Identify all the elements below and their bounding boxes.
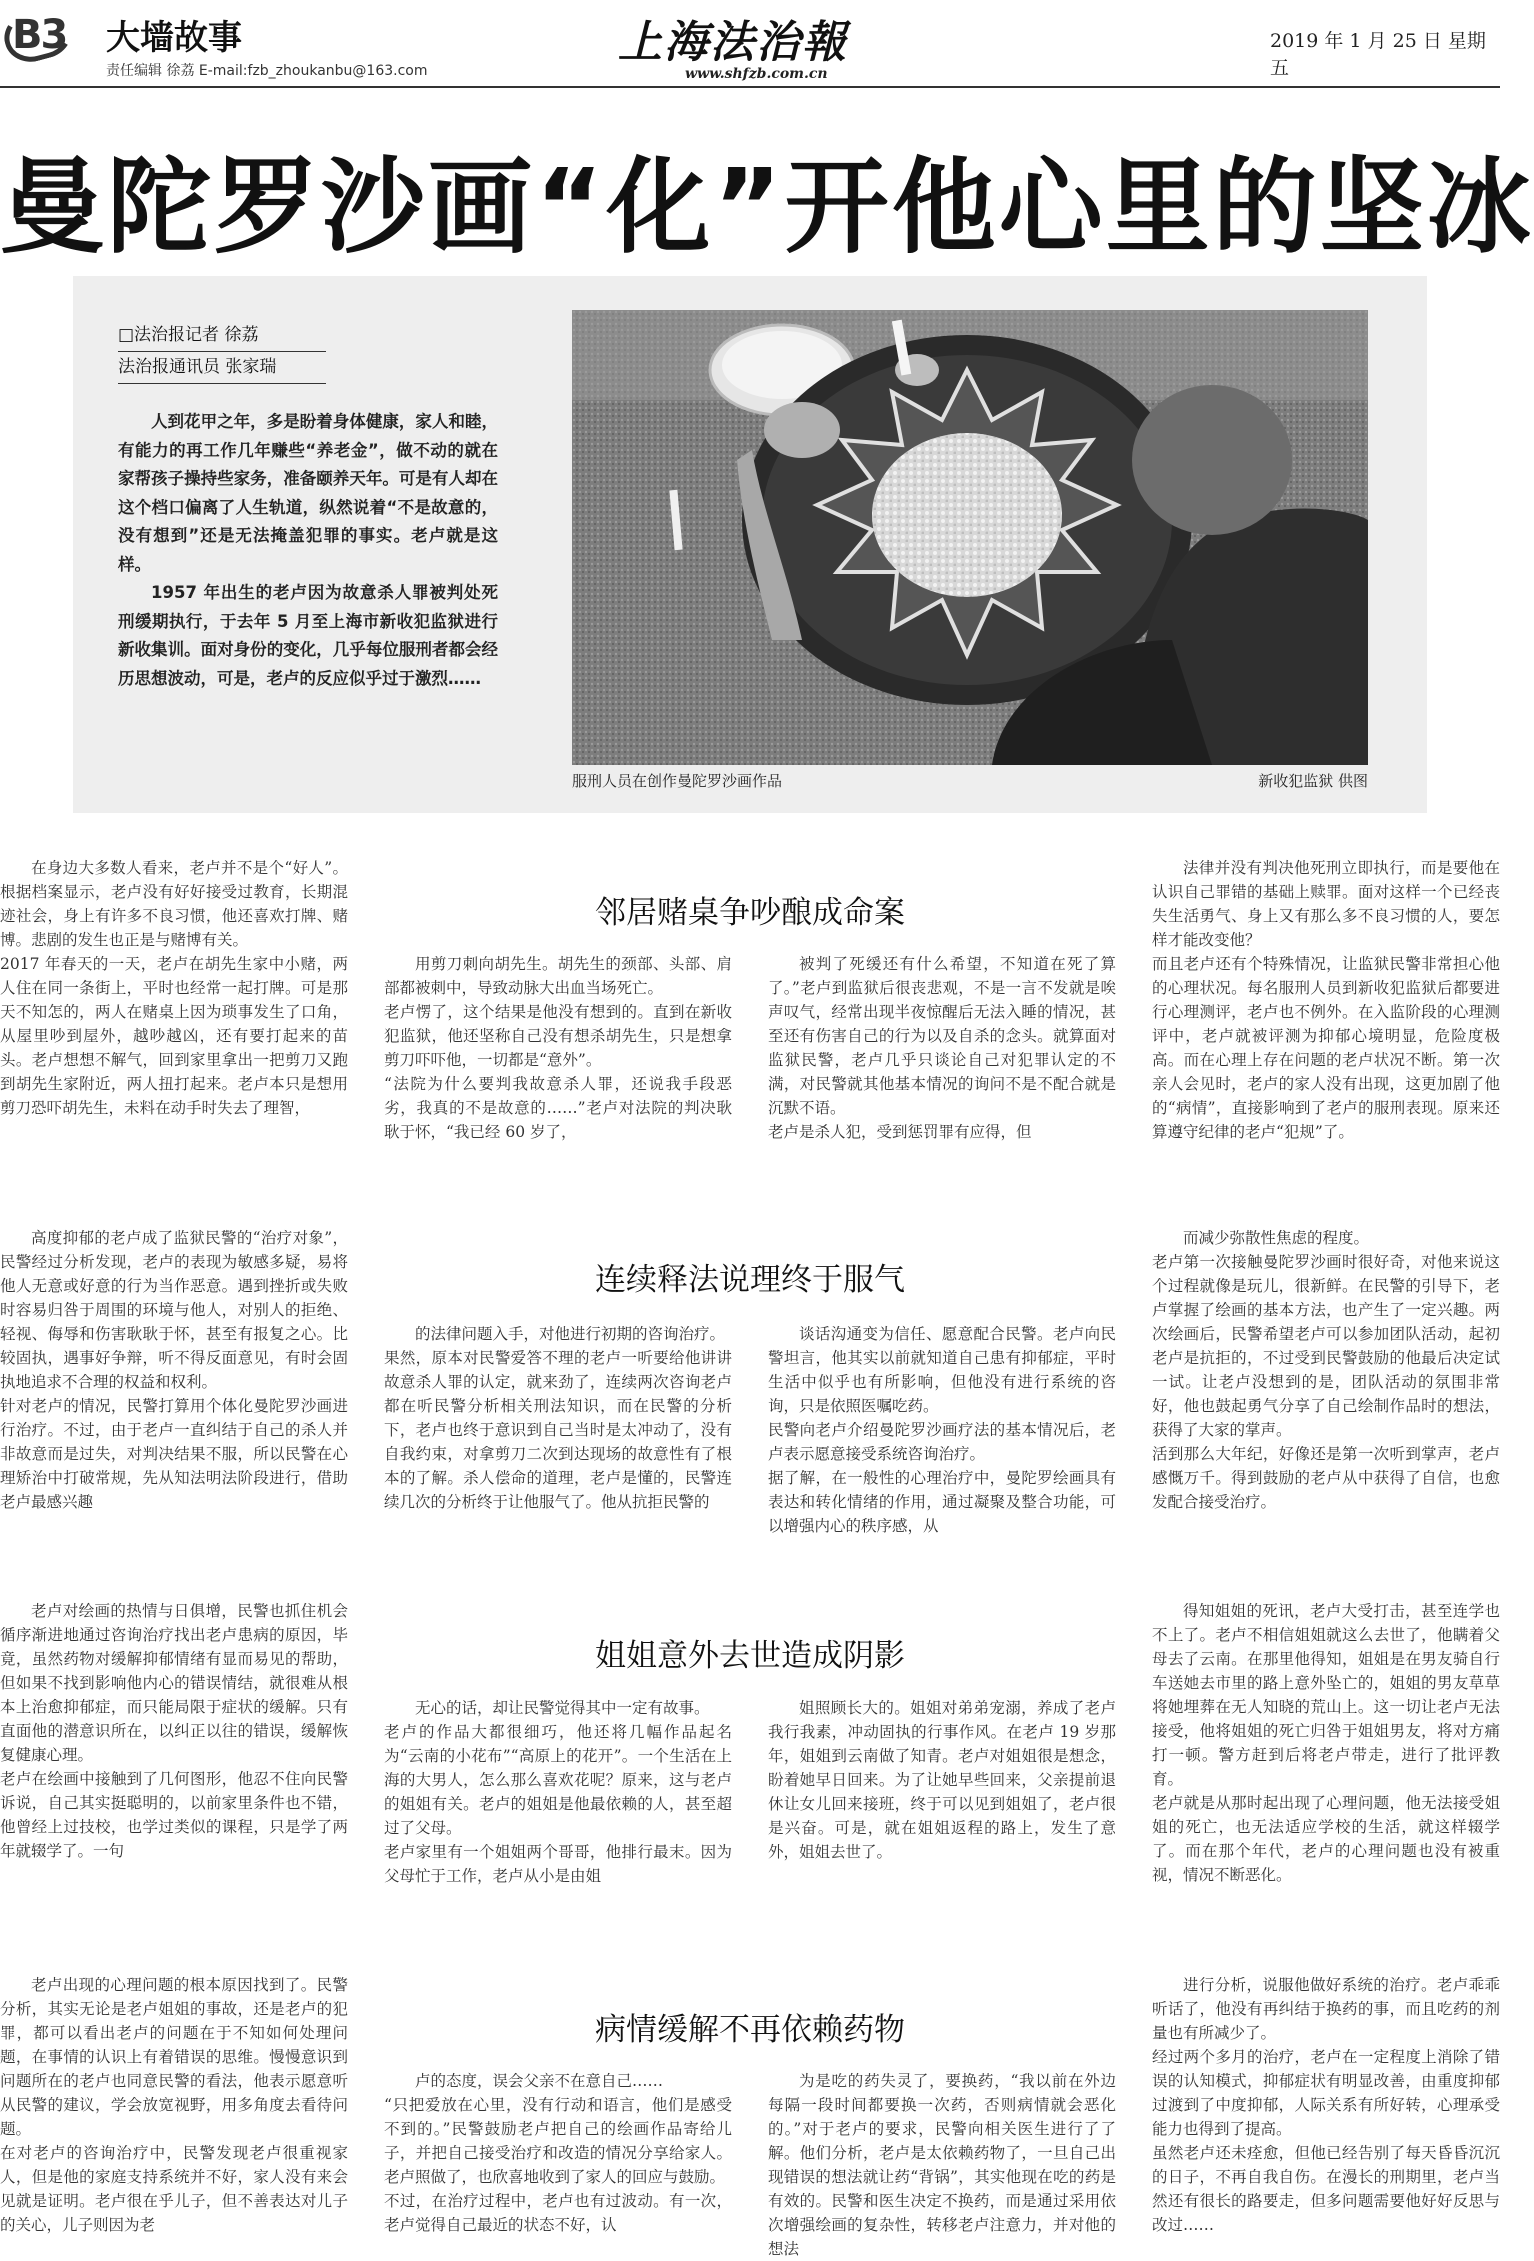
section-1-col-4-text: 法律并没有判决他死刑立即执行，而是要他在认识自己罪错的基础上赎罪。面对这样一个已经丧失生活勇气、身上又有那么多不良习惯的人，要怎样才能改变他？ 而且老卢还有个特殊情况，让监狱民警非常担心他的心理状况。每名服刑人员到新收犯监狱后都要进行心理测评，老卢也不例外。在入监阶段的心理测评中，老卢就被评测为抑郁心境明显，危险度极高。而在心理上存在问题的老卢状况不断。第一次亲人会见时，老卢的家人没有出现，这更加剧了他的“病情”，直接影响到了老卢的服刑表现。原来还算遵守纪律的老卢“犯规”了。 <box>1152 859 1500 1141</box>
section-3-col-3 <box>768 1696 1116 1940</box>
website-url[interactable]: www.shfzb.com.cn <box>685 66 828 82</box>
section-3-title: 姐姐意外去世造成阴影 <box>595 1638 905 1674</box>
editor-line: 责任编辑 徐荔 E-mail:fzb_zhoukanbu@163.com <box>106 63 428 79</box>
section-4-col-3-text: 为是吃的药失灵了，要换药，“我以前在外边每隔一段时间都要换一次药，否则病情就会恶化的。”对于老卢的要求，民警向相关医生进行了了解。他们分析，老卢是太依赖药物了，一旦自己出现错误的想法就让药“背锅”，其实他现在吃的药是有效的。民警和医生决定不换药，而是通过采用依次增强绘画的复杂性，转移老卢注意力，并对他的想法 <box>768 2072 1116 2258</box>
intro-paragraph-1: 人到花甲之年，多是盼着身体健康，家人和睦，有能力的再工作几年赚些“养老金”，做不动的就在家帮孩子操持些家务，准备颐养天年。可是有人却在这个档口偏离了人生轨道，纵然说着“不是故意的，没有想到”还是无法掩盖犯罪的事实。老卢就是这样。 <box>118 412 498 574</box>
page-badge <box>4 10 72 60</box>
section-2-col-2 <box>384 1322 732 1566</box>
section-4-col-4 <box>1152 1973 1500 2234</box>
section-1-col-2-text: 用剪刀刺向胡先生。胡先生的颈部、头部、肩部都被刺中，导致动脉大出血当场死亡。 老卢愣了，这个结果是他没有想到的。直到在新收犯监狱，他还坚称自己没有想杀胡先生，只是想拿剪刀吓吓他，一切都是“意外”。 “法院为什么要判我故意杀人罪，还说我手段恶劣，我真的不是故意的……”老卢对法院的判决耿耿于怀，“我已经 60 岁了， <box>384 955 732 1141</box>
section-1-col-1-text: 在身边大多数人看来，老卢并不是个“好人”。根据档案显示，老卢没有好好接受过教育，长期混迹社会，身上有许多不良习惯，他还喜欢打牌、赌博。悲剧的发生也正是与赌博有关。 2017 年春天的一天，老卢在胡先生家中小赌，两人住在同一条街上，平时也经常一起打牌。可是那天不知怎的，两人在赌桌上因为琐事发生了口角，从屋里吵到屋外，越吵越凶，还有要打起来的苗头。老卢想想不解气，回到家里拿出一把剪刀又跑到胡先生家附近，两人扭打起来。老卢本只是想用剪刀恐吓胡先生，未料在动手时失去了理智， <box>0 859 348 1117</box>
section-1-col-3-text: 被判了死缓还有什么希望，不知道在死了算了。”老卢到监狱后很丧悲观，不是一言不发就是唉声叹气，经常出现半夜惊醒后无法入睡的情况，甚至还有伤害自己的行为以及自杀的念头。就算面对监狱民警，老卢几乎只谈论自己对犯罪认定的不满，对民警就其他基本情况的询问不是不配合就是沉默不语。 老卢是杀人犯，受到惩罚罪有应得，但 <box>768 955 1116 1141</box>
byline <box>118 320 326 384</box>
section-4-col-2-text: 卢的态度，误会父亲不在意自己…… “只把爱放在心里，没有行动和语言，他们是感受不到的。”民警鼓励老卢把自己的绘画作品寄给儿子，并把自己接受治疗和改造的情况分享给家人。老卢照做了，也欣喜地收到了家人的回应与鼓励。 不过，在治疗过程中，老卢也有过波动。有一次，老卢觉得自己最近的状态不好，认 <box>384 2072 732 2234</box>
section-4-col-4-text: 进行分析，说服他做好系统的治疗。老卢乖乖听话了，他没有再纠结于换药的事，而且吃药的剂量也有所减少了。 经过两个多月的治疗，老卢在一定程度上消除了错误的认知模式，抑郁症状有明显改善，由重度抑郁过渡到了中度抑郁，人际关系有所好转，心理承受能力也得到了提高。 虽然老卢还未痊愈，但他已经告别了每天昏昏沉沉的日子，不再自我自伤。在漫长的刑期里，老卢当然还有很长的路要走，但多问题需要他好好反思与改过…… <box>1152 1976 1500 2234</box>
photo-caption: 服刑人员在创作曼陀罗沙画作品 <box>572 772 783 790</box>
section-2-col-4-text: 而减少弥散性焦虑的程度。 老卢第一次接触曼陀罗沙画时很好奇，对他来说这个过程就像是玩儿，很新鲜。在民警的引导下，老卢掌握了绘画的基本方法，也产生了一定兴趣。两次绘画后，民警希望老卢可以参加团队活动，起初老卢是抗拒的，不过受到民警鼓励的他最后决定试一试。让老卢没想到的是，团队活动的氛围非常好，他也鼓起勇气分享了自己绘制作品时的想法，获得了大家的掌声。 活到那么大年纪，好像还是第一次听到掌声，老卢感慨万千。得到鼓励的老卢从中获得了自信，也愈发配合接受治疗。 <box>1152 1229 1500 1511</box>
article-photo <box>572 310 1368 765</box>
section-3-col-3-text: 姐照顾长大的。姐姐对弟弟宠溺，养成了老卢我行我素，冲动固执的行事作风。在老卢 19 岁那年，姐姐到云南做了知青。老卢对姐姐很是想念，盼着她早日回来。为了让她早些回来，父亲提前退休让女儿回来接班，终于可以见到姐姐了，老卢很是兴奋。可是，就在姐姐返程的路上，发生了意外，姐姐去世了。 <box>768 1699 1116 1861</box>
section-3-col-1-text: 老卢对绘画的热情与日俱增，民警也抓住机会循序渐进地通过咨询治疗找出老卢患病的原因，毕竟，虽然药物对缓解抑郁情绪有显而易见的帮助，但如果不找到影响他内心的错误情结，就很难从根本上治愈抑郁症，而只能局限于症状的缓解。只有直面他的潜意识所在，以纠正以往的错误，缓解恢复健康心理。 老卢在绘画中接触到了几何图形，他忍不住向民警诉说，自己其实挺聪明的，以前家里条件也不错，他曾经上过技校，也学过类似的课程，只是学了两年就辍学了。一句 <box>0 1602 348 1860</box>
section-2-col-3-text: 谈话沟通变为信任、愿意配合民警。老卢向民警坦言，他其实以前就知道自己患有抑郁症，平时生活中似乎也有所影响，但他没有进行系统的咨询，只是依照医嘱吃药。 民警向老卢介绍曼陀罗沙画疗法的基本情况后，老卢表示愿意接受系统咨询治疗。 据了解，在一般性的心理治疗中，曼陀罗绘画具有表达和转化情绪的作用，通过凝聚及整合功能，可以增强内心的秩序感，从 <box>768 1325 1116 1535</box>
header-divider <box>0 86 1500 88</box>
issue-date: 2019 年 1 月 25 日 星期五 <box>1270 30 1486 79</box>
section-3-col-4 <box>1152 1599 1500 1939</box>
byline-reporter: □法治报记者 徐荔 <box>118 320 326 352</box>
masthead-logo: 上海法治報 <box>618 17 848 68</box>
section-2-col-4 <box>1152 1226 1500 1566</box>
section-2-col-3 <box>768 1322 1116 1566</box>
section-1-col-3 <box>768 952 1116 1196</box>
section-4-col-1 <box>0 1973 348 2234</box>
mandala-sand-painting-photo <box>572 310 1368 765</box>
intro-paragraph-2: 1957 年出生的老卢因为故意杀人罪被判处死刑缓期执行，于去年 5 月至上海市新收犯监狱进行新收集训。面对身份的变化，几乎每位服刑者都会经历思想波动，可是，老卢的反应似乎过于激烈…… <box>118 583 498 688</box>
section-1-title: 邻居赌桌争吵酿成命案 <box>595 895 905 931</box>
section-3-col-4-text: 得知姐姐的死讯，老卢大受打击，甚至连学也不上了。老卢不相信姐姐就这么去世了，他瞒着父母去了云南。在那里他得知，姐姐是在男友骑自行车送她去市里的路上意外坠亡的，姐姐的男友草草将她埋葬在无人知晓的荒山上。这一切让老卢无法接受，他将姐姐的死亡归咎于姐姐男友，将对方痛打一顿。警方赶到后将老卢带走，进行了批评教育。 老卢就是从那时起出现了心理问题，他无法接受姐姐的死亡，也无法适应学校的生活，就这样辍学了。而在那个年代，老卢的心理问题也没有被重视，情况不断恶化。 <box>1152 1602 1500 1884</box>
page-number: B3 <box>12 12 67 58</box>
section-1-col-4 <box>1152 856 1500 1196</box>
photo-caption-row <box>572 770 1368 791</box>
section-1-col-1 <box>0 856 348 1196</box>
section-1-col-2 <box>384 952 732 1196</box>
byline-correspondent: 法治报通讯员 张家瑞 <box>118 352 326 384</box>
section-2-col-1 <box>0 1226 348 1566</box>
section-3-col-2 <box>384 1696 732 1940</box>
section-3-col-2-text: 无心的话，却让民警觉得其中一定有故事。 老卢的作品大都很细巧，他还将几幅作品起名为“云南的小花布”“高原上的花开”。一个生活在上海的大男人，怎么那么喜欢花呢？原来，这与老卢的姐姐有关。老卢的姐姐是他最依赖的人，甚至超过了父母。 老卢家里有一个姐姐两个哥哥，他排行最末。因为父母忙于工作，老卢从小是由姐 <box>384 1699 732 1885</box>
section-2-col-1-text: 高度抑郁的老卢成了监狱民警的“治疗对象”，民警经过分析发现，老卢的表现为敏感多疑，易将他人无意或好意的行为当作恶意。遇到挫折或失败时容易归咎于周围的环境与他人，对别人的拒绝、轻视、侮辱和伤害耿耿于怀，甚至有报复之心。比较固执，遇事好争辩，听不得反面意见，有时会固执地追求不合理的权益和权利。 针对老卢的情况，民警打算用个体化曼陀罗沙画进行治疗。不过，由于老卢一直纠结于自己的杀人并非故意而是过失，对判决结果不服，所以民警在心理矫治中打破常规，先从知法明法阶段进行，借助老卢最感兴趣 <box>0 1229 348 1511</box>
section-name: 大墙故事 <box>106 18 242 58</box>
section-4-title: 病情缓解不再依赖药物 <box>595 2012 905 2048</box>
section-4-col-1-text: 老卢出现的心理问题的根本原因找到了。民警分析，其实无论是老卢姐姐的事故，还是老卢的犯罪，都可以看出老卢的问题在于不知如何处理问题，在事情的认识上有着错误的思维。慢慢意识到问题所在的老卢也同意民警的看法，他表示愿意听从民警的建议，学会放宽视野，用多角度去看待问题。 在对老卢的咨询治疗中，民警发现老卢很重视家人，但是他的家庭支持系统并不好，家人没有来会见就是证明。老卢很在乎儿子，但不善表达对儿子的关心，儿子则因为老 <box>0 1976 348 2234</box>
section-3-col-1 <box>0 1599 348 1939</box>
article-headline: 曼陀罗沙画“化”开他心里的坚冰 <box>0 146 1534 268</box>
section-2-col-2-text: 的法律问题入手，对他进行初期的咨询治疗。 果然，原本对民警爱答不理的老卢一听要给他讲讲故意杀人罪的认定，就来劲了，连续两次咨询老卢都在听民警分析相关刑法知识，而在民警的分析下，老卢也终于意识到自己当时是太冲动了，没有自我约束，对拿剪刀二次到达现场的故意性有了根本的了解。杀人偿命的道理，老卢是懂的，民警连续几次的分析终于让他服气了。他从抗拒民警的 <box>384 1325 732 1511</box>
section-2-title: 连续释法说理终于服气 <box>595 1262 905 1298</box>
photo-credit: 新收犯监狱 供图 <box>1258 772 1368 790</box>
section-4-col-3 <box>768 2069 1116 2258</box>
intro-text <box>118 408 498 693</box>
section-4-col-2 <box>384 2069 732 2234</box>
